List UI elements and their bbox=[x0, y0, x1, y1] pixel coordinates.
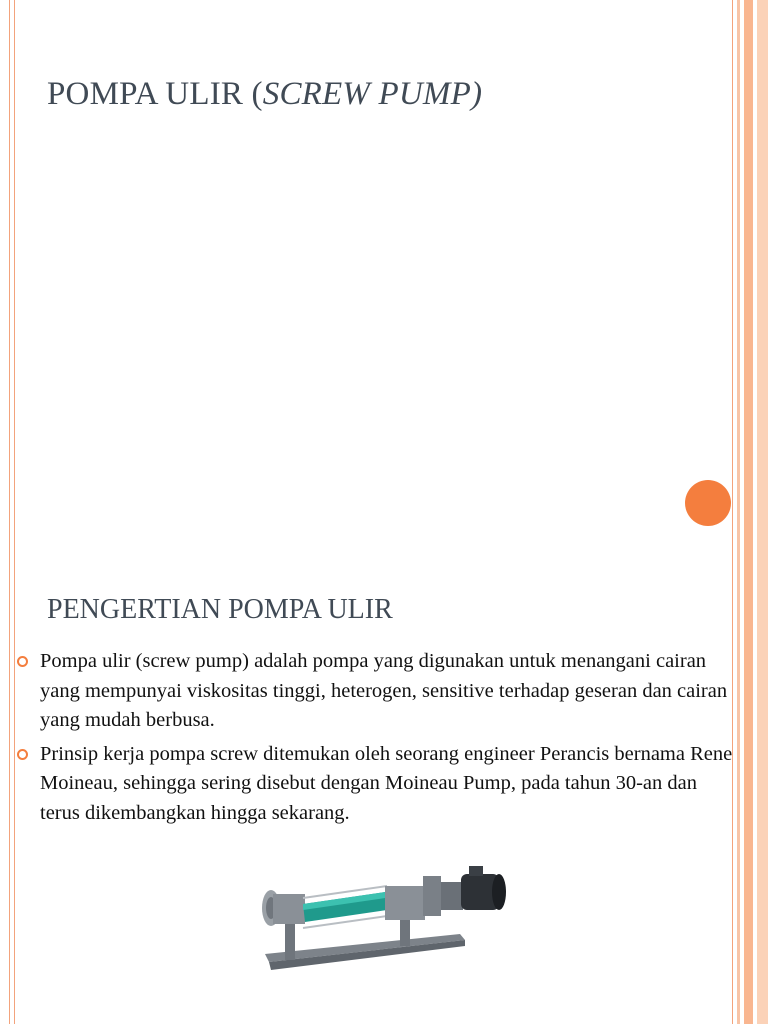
bullet-text: Prinsip kerja pompa screw ditemukan oleh seorang engineer Perancis bernama Rene Moineau, sehingga sering disebut dengan Moineau Pump, pada tahun 30-an dan terus dikembangkan hingga sekarang. bbox=[40, 742, 733, 824]
pump-discharge-housing bbox=[385, 886, 425, 920]
left-border-line-inner bbox=[14, 0, 15, 1024]
right-border-stripe-2 bbox=[737, 0, 740, 1024]
hollow-circle-bullet-icon bbox=[17, 749, 28, 760]
pump-motor-end-cap bbox=[492, 874, 506, 910]
right-border-stripe-4 bbox=[757, 0, 768, 1024]
hollow-circle-bullet-icon bbox=[17, 656, 28, 667]
pump-motor-terminal-box bbox=[469, 866, 483, 876]
pump-support-left bbox=[285, 924, 295, 960]
bullet-text: Pompa ulir (screw pump) adalah pompa yang digunakan untuk menangani cairan yang mempunyai viskositas tinggi, heterogen, sensitive terhadap geseran dan cairan yang mudah berbusa. bbox=[40, 650, 728, 731]
right-border-stripe-3 bbox=[744, 0, 753, 1024]
bullet-item bbox=[14, 740, 740, 829]
slide-title-italic: SCREW PUMP) bbox=[262, 76, 483, 112]
left-border-line-outer bbox=[9, 0, 10, 1024]
right-border-stripe-1 bbox=[732, 0, 733, 1024]
slide-title bbox=[47, 76, 482, 113]
pump-coupling-guard bbox=[441, 882, 463, 910]
slide-title-main: POMPA ULIR ( bbox=[47, 76, 263, 112]
bullet-list bbox=[14, 647, 740, 832]
orange-circle-decoration bbox=[685, 480, 731, 526]
pump-outlet-flange bbox=[423, 876, 441, 916]
section-title: PENGERTIAN POMPA ULIR bbox=[47, 594, 393, 625]
screw-pump-image bbox=[255, 862, 515, 980]
bullet-item bbox=[14, 647, 740, 736]
pump-suction-casing bbox=[273, 894, 305, 924]
